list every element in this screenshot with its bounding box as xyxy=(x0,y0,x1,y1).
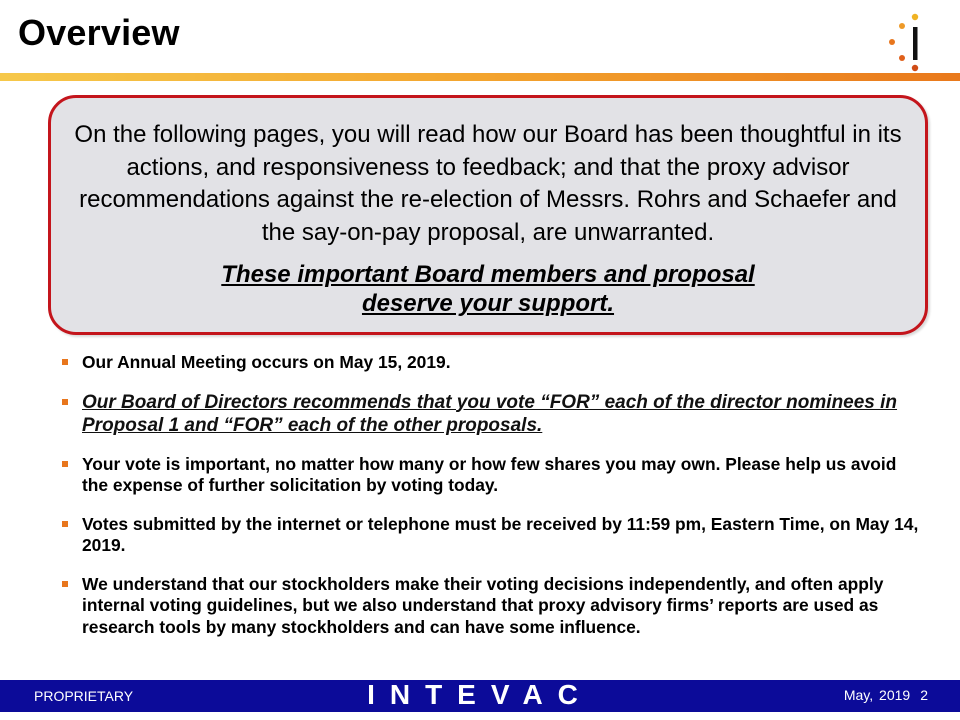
square-bullet-icon xyxy=(62,521,68,527)
callout-text: On the following pages, you will read how our Board has been thoughtful in its actions, and responsiveness to feedback; and that the proxy advisor recommendations against the re-election of Messrs. Rohrs and Schaefer and the say-on-pay proposal, are unwarranted. xyxy=(74,121,902,246)
callout-emphasis-line-2: deserve your support. xyxy=(361,290,615,317)
bullet-text: Our Annual Meeting occurs on May 15, 2019. xyxy=(82,352,451,372)
intevac-dot-i-logo-icon xyxy=(880,12,930,72)
square-bullet-icon xyxy=(62,461,68,467)
callout-emphasis-line-1: These important Board members and proposal xyxy=(221,261,755,288)
callout-emphasis xyxy=(51,260,925,318)
page-number: 2 xyxy=(920,687,928,703)
bullet-text: Your vote is important, no matter how many or how few shares you may own. Please help us avoid the expense of further solicitation by voting today. xyxy=(82,453,897,495)
bullet-text: We understand that our stockholders make their voting decisions independently, and often apply internal voting guidelines, but we also understand that proxy advisory firms’ reports are used as research tools by many stockholders and can have some influence. xyxy=(82,573,884,637)
bottom-margin xyxy=(0,712,960,720)
bullet-item xyxy=(60,352,920,374)
square-bullet-icon xyxy=(62,399,68,405)
bullet-list xyxy=(60,352,920,655)
bullet-item xyxy=(60,454,920,497)
page-title: Overview xyxy=(18,12,180,53)
bullet-item xyxy=(60,514,920,557)
bullet-text: Our Board of Directors recommends that you vote “FOR” each of the director nominees in Proposal 1 and “FOR” each of the other proposals. xyxy=(82,391,898,436)
bullet-item xyxy=(60,391,920,438)
footer-proprietary: PROPRIETARY xyxy=(34,688,134,704)
footer-date-page xyxy=(834,687,928,703)
footer-bar xyxy=(0,680,960,712)
square-bullet-icon xyxy=(62,359,68,365)
footer-brand-wordmark: INTEVAC xyxy=(367,679,593,710)
header-divider xyxy=(0,73,960,81)
callout-box xyxy=(48,95,928,335)
square-bullet-icon xyxy=(62,581,68,587)
bullet-item xyxy=(60,574,920,639)
bullet-text: Votes submitted by the internet or telephone must be received by 11:59 pm, Eastern Time, on May 14, 2019. xyxy=(82,513,919,555)
footer-date: May, 2019 xyxy=(843,687,911,703)
